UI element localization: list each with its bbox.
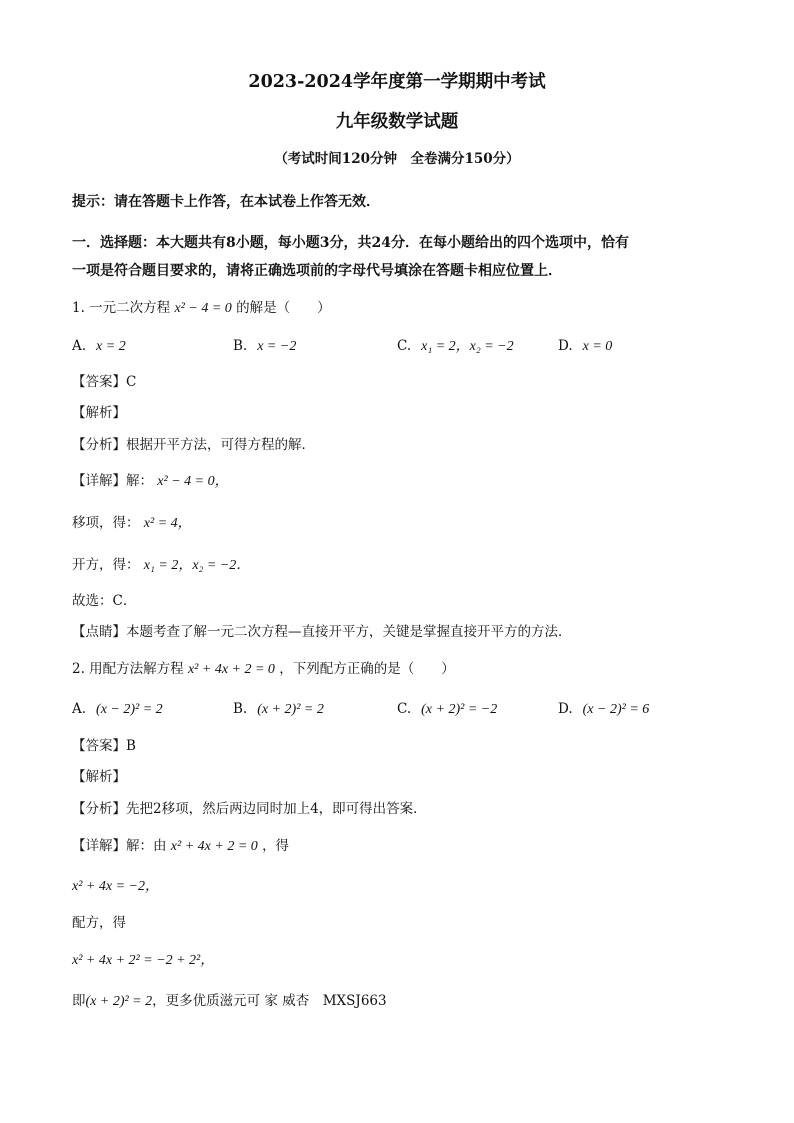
q2-stem-equation: x² + 4x + 2 = 0	[187, 662, 275, 677]
q2-fenxi: 【分析】先把2移项，然后两边同时加上4，即可得出答案．	[72, 801, 427, 817]
q1-answer: 【答案】C	[72, 374, 137, 390]
q2-detail	[72, 836, 289, 857]
q2-step3	[72, 950, 214, 971]
option-text: (x + 2)² = −2	[421, 702, 498, 717]
section-instructions-line1: 一．选择题：本大题共有8小题，每小题3分，共24分．在每小题给出的四个选项中，恰有	[72, 235, 629, 251]
q1-option-d	[558, 336, 612, 357]
q1-option-b	[233, 336, 296, 357]
q2-analysis-label: 【解析】	[72, 769, 126, 785]
q2-step4	[72, 991, 387, 1012]
option-text: x = 2	[96, 339, 126, 354]
exam-meta: （考试时间120分钟 全卷满分150分）	[274, 151, 520, 167]
q2-option-b	[233, 699, 324, 720]
q2-step4-equation: (x + 2)² = 2	[85, 994, 153, 1009]
q2-step1-equation: x² + 4x = −2，	[72, 879, 159, 894]
section-instructions-line2: 一项是符合题目要求的，请将正确选项前的字母代号填涂在答题卡相应位置上．	[72, 263, 562, 279]
q2-step4-pre: 即	[72, 993, 86, 1009]
q2-detail-post: ，得	[262, 838, 290, 854]
q2-stem-pre: 2. 用配方法解方程	[72, 661, 184, 677]
option-text: x₁ = 2，x₂ = −2	[421, 339, 514, 354]
q1-step2-equation: x₁ = 2，x₂ = −2．	[143, 558, 251, 573]
option-key: C.	[397, 701, 412, 717]
option-text: (x − 2)² = 6	[582, 702, 650, 717]
option-key: D.	[558, 338, 573, 354]
q1-step1-pre: 移项，得：	[72, 515, 140, 531]
option-key: B.	[233, 338, 248, 354]
q2-step4-post: ，更多优质滋元可 家 威杏 MXSJ663	[152, 993, 387, 1009]
q1-analysis-label: 【解析】	[72, 405, 126, 421]
option-key: A.	[72, 338, 87, 354]
q1-step1	[72, 513, 192, 534]
q2-step1	[72, 876, 159, 897]
option-key: A.	[72, 701, 87, 717]
q1-stem-pre: 1. 一元二次方程	[72, 300, 171, 316]
q1-step2	[72, 555, 250, 576]
q2-detail-equation: x² + 4x + 2 = 0	[170, 839, 258, 854]
q1-detail-equation: x² − 4 = 0，	[157, 474, 229, 489]
option-key: D.	[558, 701, 573, 717]
q2-detail-pre: 【详解】解：由	[72, 838, 167, 854]
option-key: C.	[397, 338, 412, 354]
tip-line: 提示：请在答题卡上作答，在本试卷上作答无效．	[72, 194, 380, 210]
q2-option-c	[397, 699, 497, 720]
q1-option-c	[397, 336, 514, 357]
exam-subtitle: 九年级数学试题	[335, 112, 459, 132]
q1-comment: 【点睛】本题考查了解一元二次方程—直接开平方，关键是掌握直接开平方的方法．	[72, 624, 572, 640]
q1-detail	[72, 471, 229, 492]
exam-title: 2023-2024学年度第一学期期中考试	[248, 72, 546, 92]
q1-detail-pre: 【详解】解：	[72, 473, 153, 489]
q1-step2-pre: 开方，得：	[72, 557, 140, 573]
q2-option-a	[72, 699, 163, 720]
q2-stem-post: ，下列配方正确的是（ ）	[279, 661, 455, 677]
q1-fenxi: 【分析】根据开平方法，可得方程的解．	[72, 437, 315, 453]
q1-stem-post: 的解是（ ）	[236, 300, 331, 316]
q2-option-d	[558, 699, 649, 720]
option-text: x = 0	[582, 339, 613, 354]
q1-step1-equation: x² = 4，	[143, 516, 192, 531]
q2-stem	[72, 659, 455, 680]
q2-answer: 【答案】B	[72, 738, 136, 754]
option-text: (x + 2)² = 2	[257, 702, 324, 717]
q1-stem	[72, 298, 331, 319]
option-key: B.	[233, 701, 248, 717]
q2-step2: 配方，得	[72, 915, 126, 931]
option-text: (x − 2)² = 2	[96, 702, 163, 717]
q1-stem-equation: x² − 4 = 0	[174, 301, 232, 316]
q1-option-a	[72, 336, 126, 357]
q2-step3-equation: x² + 4x + 2² = −2 + 2²，	[72, 953, 215, 968]
option-text: x = −2	[257, 339, 297, 354]
q1-choose: 故选：C．	[72, 593, 137, 609]
